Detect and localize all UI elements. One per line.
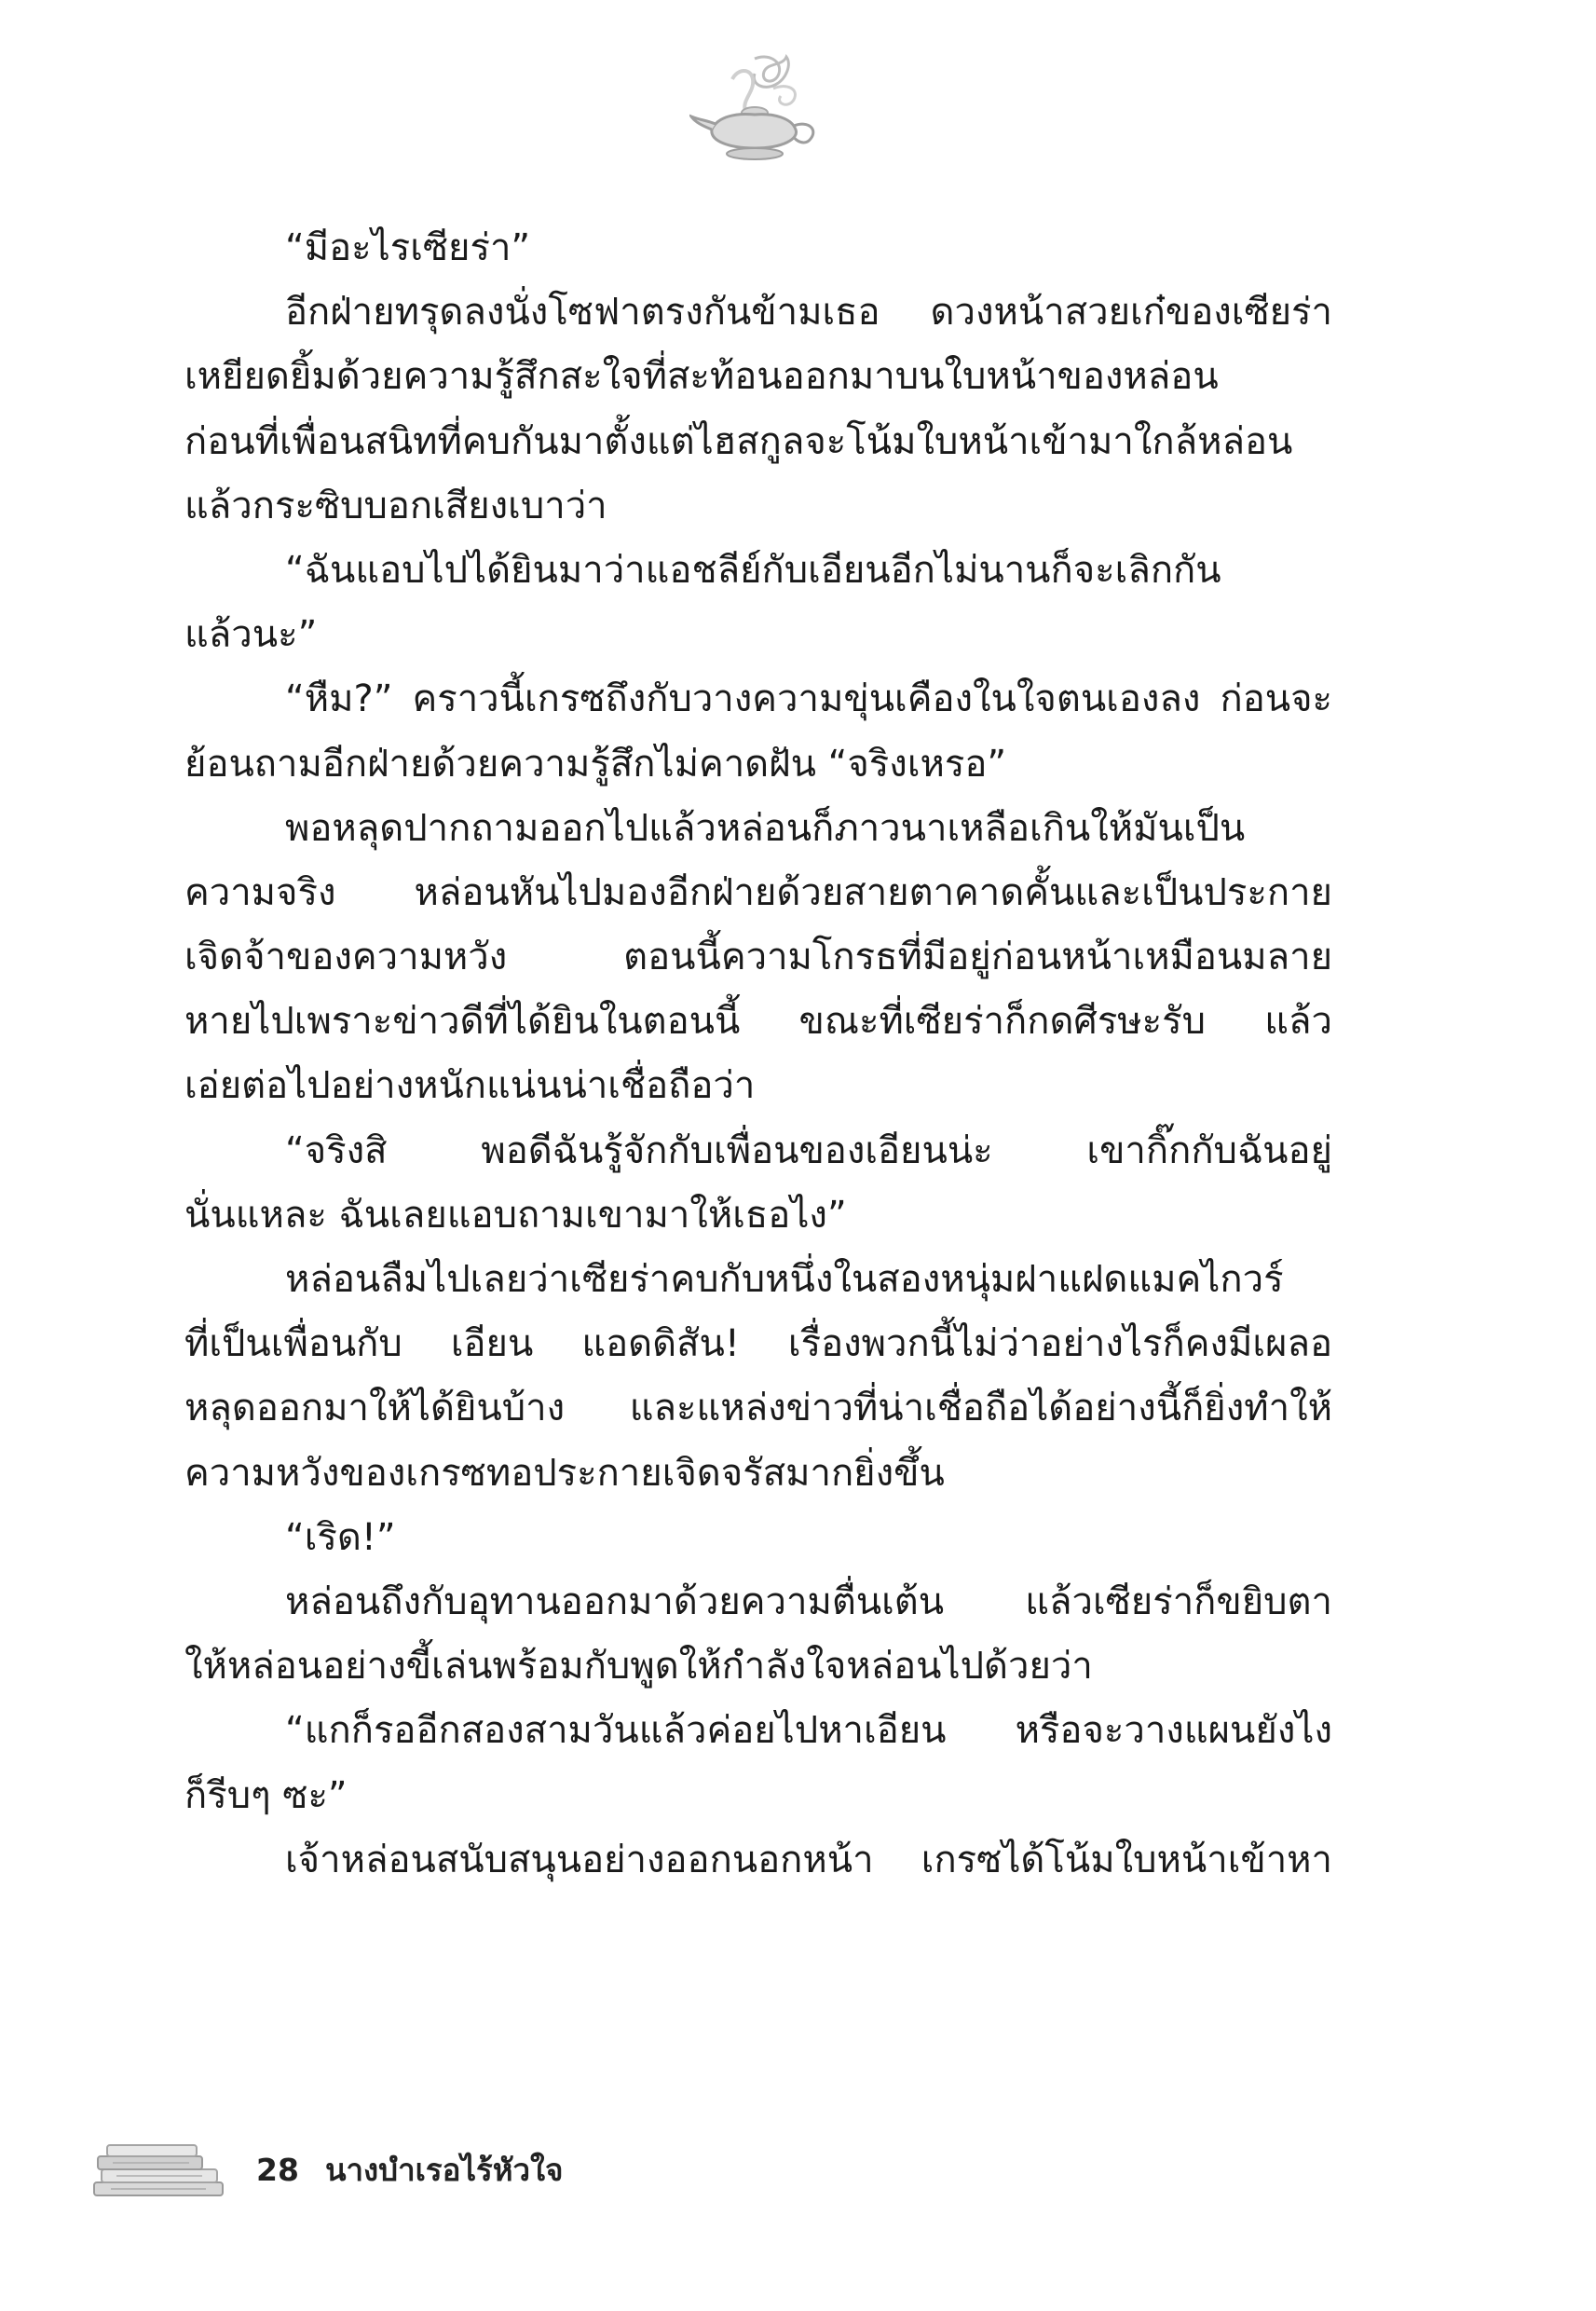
text-line: เอ่ยต่อไปอย่างหนักแน่นน่าเชื่อถือว่า [184, 1064, 756, 1108]
text-line: หลุดออกมาให้ได้ยินบ้าง และแหล่งข่าวที่น่าเชื่อถือได้อย่างนี้ก็ยิ่งทำให้ [184, 1387, 1332, 1430]
text-line: “หืม?” คราวนี้เกรซถึงกับวางความขุ่นเคืองในใจตนเองลง ก่อนจะ [285, 677, 1332, 721]
text-line: เจิดจ้าของความหวัง ตอนนี้ความโกรธที่มีอยู่ก่อนหน้าเหมือนมลาย [184, 936, 1332, 979]
text-line: แล้วนะ” [184, 613, 318, 657]
text-line: ที่เป็นเพื่อนกับ เอียน แอดดิสัน! เรื่องพวกนี้ไม่ว่าอย่างไรก็คงมีเผลอ [184, 1322, 1332, 1366]
text-line: อีกฝ่ายทรุดลงนั่งโซฟาตรงกันข้ามเธอ ดวงหน้าสวยเก๋ของเซียร่า [285, 291, 1332, 335]
text-line: แล้วกระซิบบอกเสียงเบาว่า [184, 484, 607, 527]
stacked-books-icon [89, 2140, 228, 2199]
text-line: “เริด!” [285, 1515, 396, 1559]
text-line: “มีอะไรเซียร่า” [285, 226, 531, 269]
text-line: พอหลุดปากถามออกไปแล้วหล่อนก็ภาวนาเหลือเกินให้มันเป็น [285, 806, 1246, 850]
text-line: ย้อนถามอีกฝ่ายด้วยความรู้สึกไม่คาดฝัน “จริงเหรอ” [184, 742, 1007, 786]
text-line: หายไปเพราะข่าวดีที่ได้ยินในตอนนี้ ขณะที่เซียร่าก็กดศีรษะรับ แล้ว [184, 1000, 1332, 1044]
text-line: หล่อนถึงกับอุทานออกมาด้วยความตื่นเต้น แล้วเซียร่าก็ขยิบตา [285, 1579, 1332, 1623]
page-footer [89, 2140, 564, 2199]
book-title: นางบำเรอไร้หัวใจ [324, 2151, 564, 2188]
text-line: ความหวังของเกรซทอประกายเจิดจรัสมากยิ่งขึ้น [184, 1451, 945, 1495]
magic-lamp-icon [689, 51, 820, 163]
text-line: เหยียดยิ้มด้วยความรู้สึกสะใจที่สะท้อนออกมาบนใบหน้าของหล่อน [184, 355, 1219, 399]
text-line: นั่นแหละ ฉันเลยแอบถามเขามาให้เธอไง” [184, 1193, 847, 1237]
page-number: 28 [256, 2151, 299, 2188]
text-line: ก่อนที่เพื่อนสนิทที่คบกันมาตั้งแต่ไฮสกูลจะโน้มใบหน้าเข้ามาใกล้หล่อน [184, 419, 1293, 463]
text-line: เจ้าหล่อนสนับสนุนอย่างออกนอกหน้า เกรซได้โน้มใบหน้าเข้าหา [285, 1838, 1332, 1881]
text-line: “แกก็รออีกสองสามวันแล้วค่อยไปหาเอียน หรือจะวางแผนยังไง [285, 1709, 1332, 1753]
text-line: หล่อนลืมไปเลยว่าเซียร่าคบกับหนึ่งในสองหนุ่มฝาแฝดแมคไกวร์ [285, 1258, 1284, 1301]
body-text [184, 216, 1332, 1893]
text-line: “จริงสิ พอดีฉันรู้จักกับเพื่อนของเอียนน่ะ เขากิ๊กกับฉันอยู่ [285, 1128, 1332, 1172]
text-line: ให้หล่อนอย่างขี้เล่นพร้อมกับพูดให้กำลังใจหล่อนไปด้วยว่า [184, 1645, 1093, 1689]
text-line: ก็รีบๆ ซะ” [184, 1773, 348, 1817]
text-line: “ฉันแอบไปได้ยินมาว่าแอชลีย์กับเอียนอีกไม่นานก็จะเลิกกัน [285, 548, 1221, 592]
text-line: ความจริง หล่อนหันไปมองอีกฝ่ายด้วยสายตาคาดคั้นและเป็นประกาย [184, 870, 1332, 914]
